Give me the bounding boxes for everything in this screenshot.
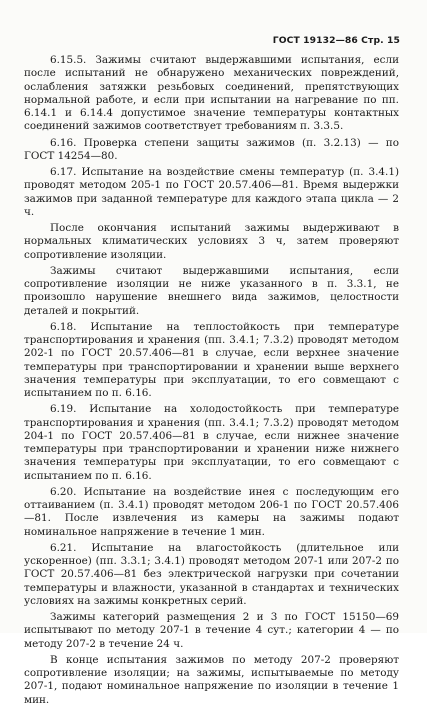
paragraph-6-17: 6.17. Испытание на воздействие смены температур (п. 3.4.1) проводят методом 205-1 по ГОСТ 20.57.406—81. Время выдержки зажимов при заданной температуре для каждого этапа цикла — 2 ч. <box>24 166 399 218</box>
paragraph-6-17-criteria: Зажимы считают выдержавшими испытания, если сопротивление изоляции не ниже указанного в п. 3.3.1, не произошло нарушение внешнего вида зажимов, целостности деталей и покрытий. <box>24 264 399 317</box>
paragraph-6-21: 6.21. Испытание на влагостойкость (длительное или ускоренное) (пп. 3.3.1; 3.4.1) проводят методом 207-1 или 207-2 по ГОСТ 20.57.406—81 без электрической нагрузки при сочетании температуры и влажности, указанной в стандартах и технических условиях на зажимы конкретных серий. <box>24 541 399 607</box>
paragraph-6-18: 6.18. Испытание на теплостойкость при температуре транспортирования и хранения (пп. 3.4.1; 7.3.2) проводят методом 202-1 по ГОСТ 20.57.406—81 в случае, если верхнее значение температуры при транспортировании и хранении выше верхнего значения температуры при эксплуатации, то его совмещают с испытанием по п. 6.16. <box>24 320 399 399</box>
paragraph-6-19: 6.19. Испытание на холодостойкость при температуре транспортирования и хранения (пп. 3.4.1; 7.3.2) проводят методом 204-1 по ГОСТ 20.57.406—81 в случае, если нижнее значение температуры при транспортировании и хранении ниже нижнего значения температуры при эксплуатации, то его совмещают с испытанием по п. 6.16. <box>24 403 399 482</box>
paragraph-6-21-categories: Зажимы категорий размещения 2 и 3 по ГОСТ 15150—69 испытывают по методу 207-1 в течение 4 сут.; категории 4 — по методу 207-2 в течение 24 ч. <box>24 611 399 650</box>
paragraph-6-15-5: 6.15.5. Зажимы считают выдержавшими испытания, если после испытаний не обнаружено механических повреждений, ослабления затяжки резьбовых соединений, препятствующих нормальной работе, и если при испытании на нагревание по пп. 6.14.1 и 6.14.4 допустимое значение температуры контактных соединений зажимов соответствует требованиям п. 3.3.5. <box>24 54 399 133</box>
paragraph-6-20: 6.20. Испытание на воздействие инея с последующим его оттаиванием (п. 3.4.1) проводят методом 206-1 по ГОСТ 20.57.406—81. После извлечения из камеры на зажимы подают номинальное напряжение в течение 1 мин. <box>24 485 399 538</box>
document-body <box>24 54 399 710</box>
paragraph-6-21-end: В конце испытания зажимов по методу 207-2 проверяют сопротивление изоляции; на зажимы, испытываемые по методу 207-1, подают номинальное напряжение по изоляции в течение 1 мин. <box>24 653 399 706</box>
page-header: ГОСТ 19132—86 Стр. 15 <box>272 35 400 46</box>
paragraph-6-17-after-test: После окончания испытаний зажимы выдерживают в нормальных климатических условиях 3 ч, затем проверяют сопротивление изоляции. <box>24 222 399 261</box>
paragraph-6-16: 6.16. Проверка степени защиты зажимов (п. 3.2.13) — по ГОСТ 14254—80. <box>24 136 399 162</box>
